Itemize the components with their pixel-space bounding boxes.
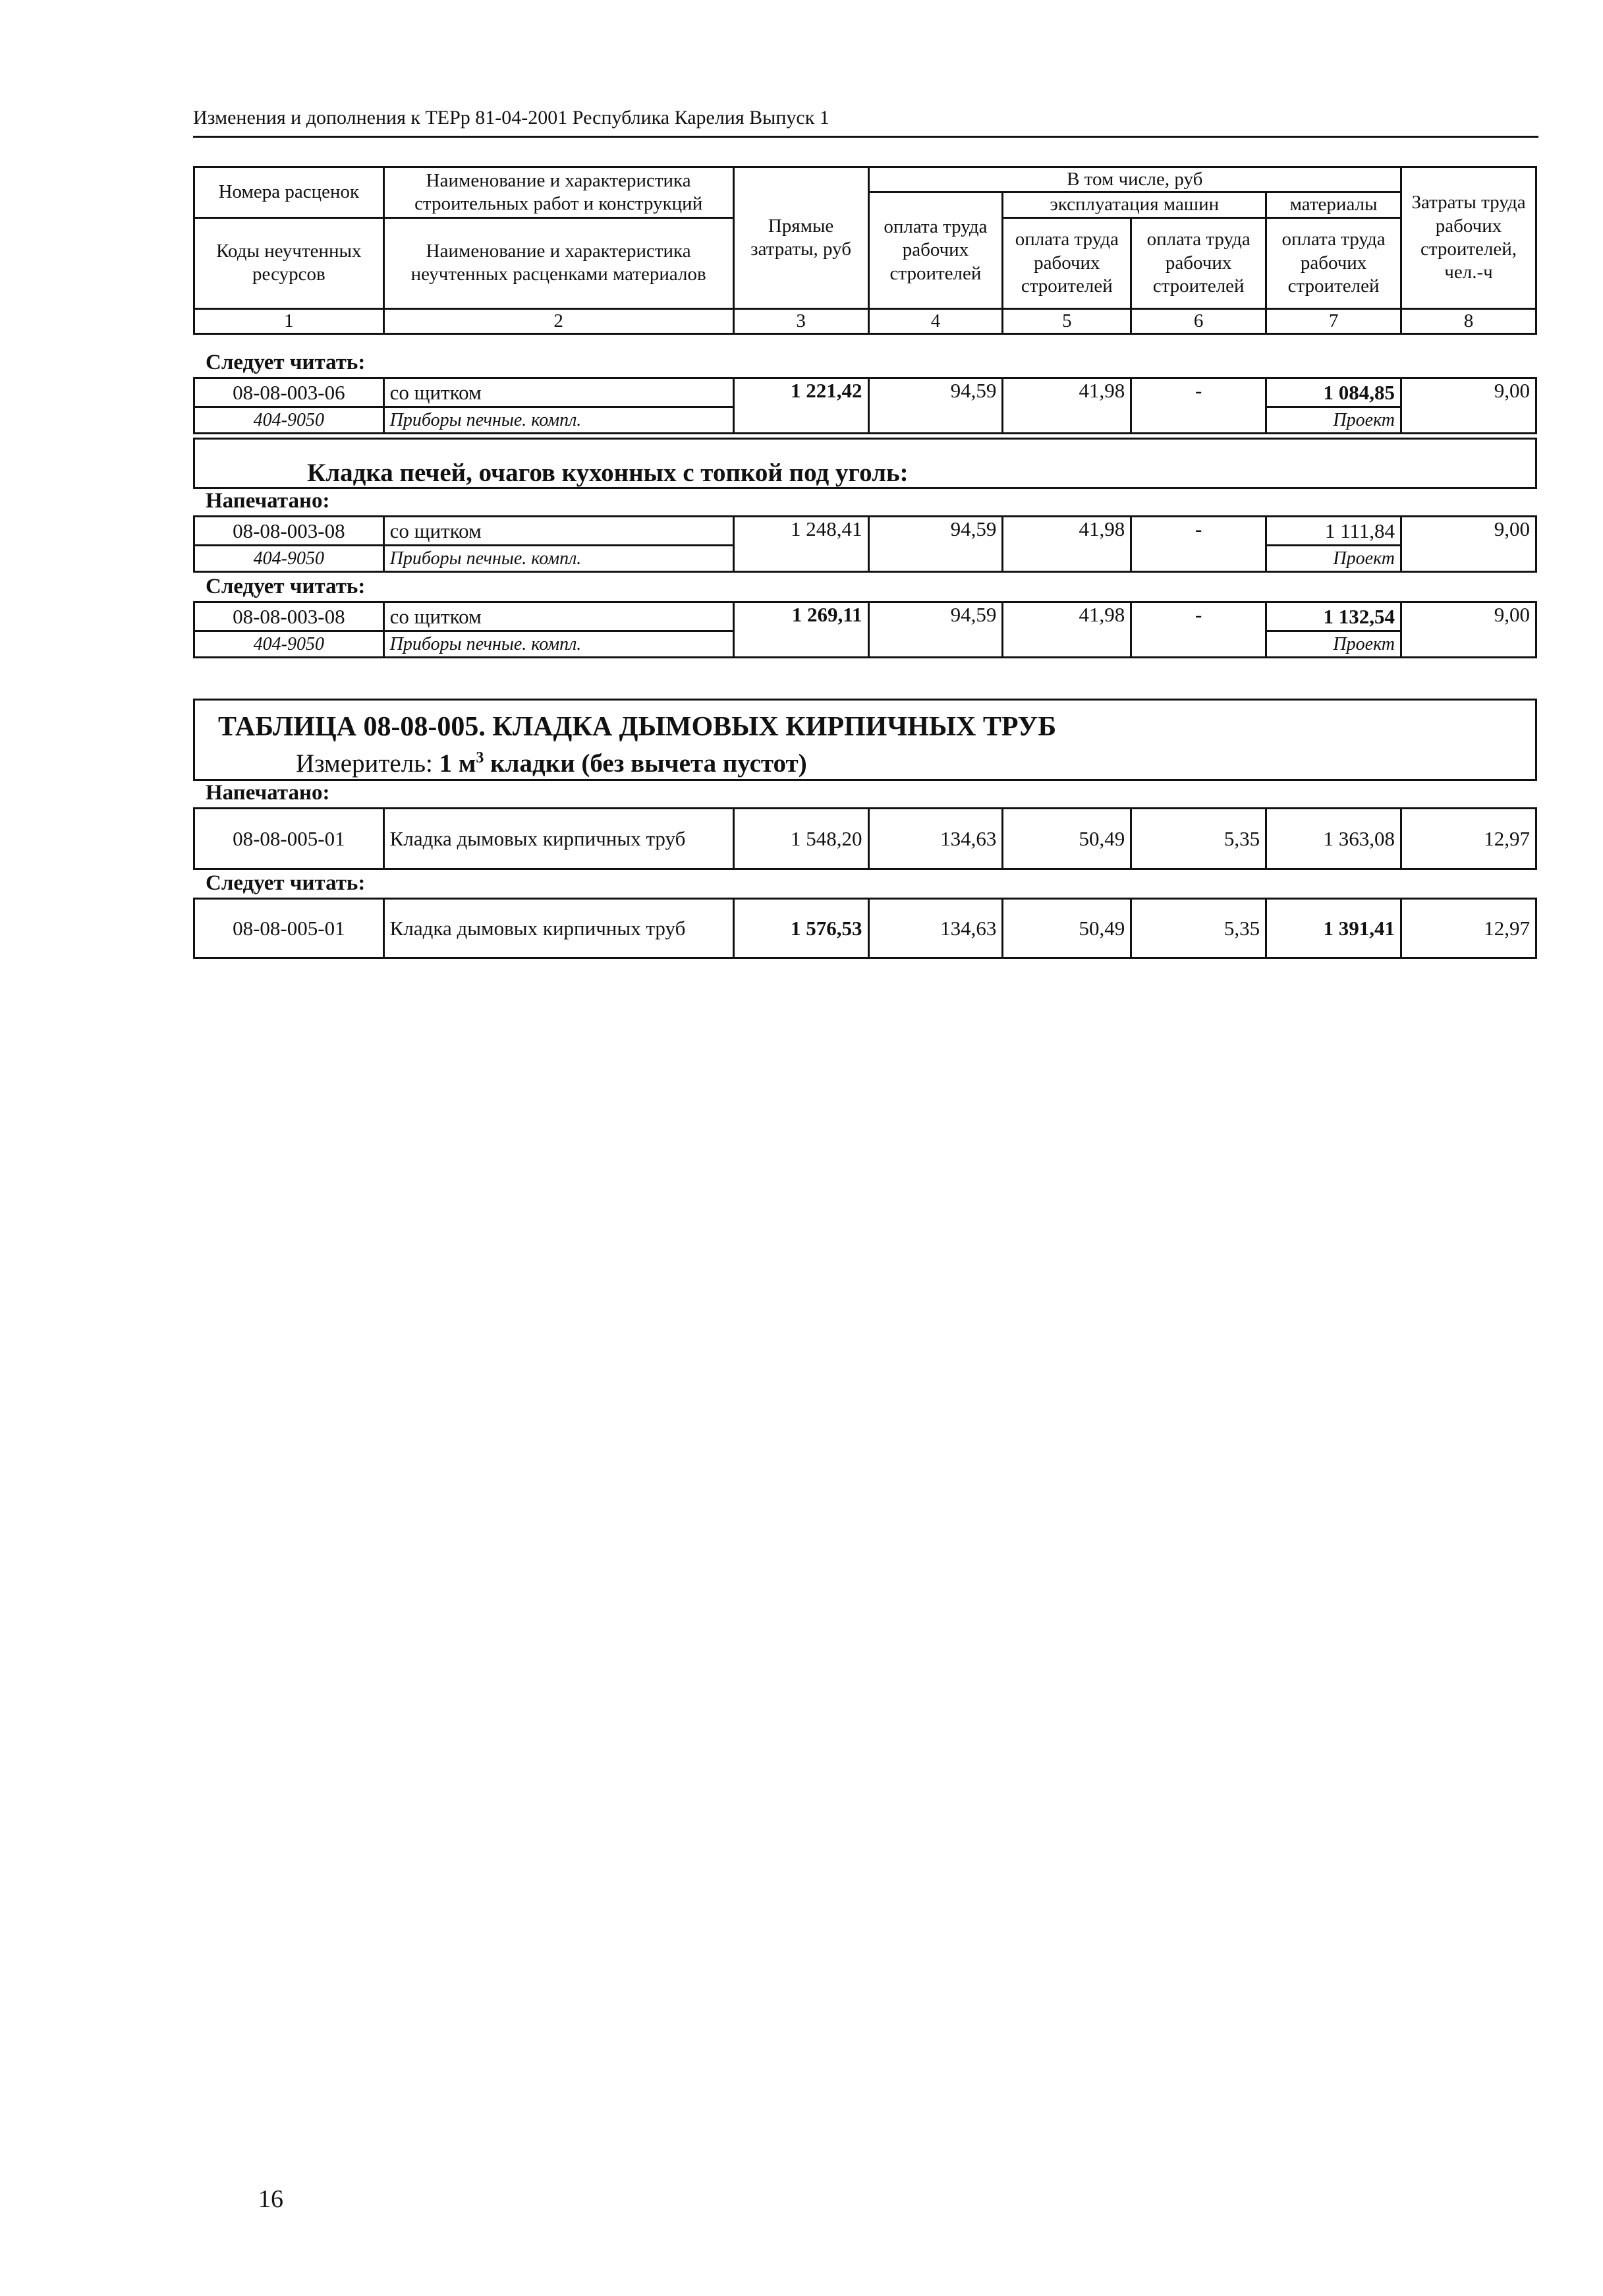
work-name: со щитком xyxy=(383,602,733,631)
running-header: Изменения и дополнения к ТЕРр 81-04-2001 Республика Карелия Выпуск 1 xyxy=(193,107,830,129)
read-as-label: Следует читать: xyxy=(206,871,366,895)
meter-rest: кладки (без вычета пустот) xyxy=(490,749,807,778)
table2-banner xyxy=(193,699,1537,781)
machine-cost: 50,49 xyxy=(1003,899,1131,958)
materials-cost: 1 084,85 xyxy=(1266,378,1401,407)
machine-cost: 41,98 xyxy=(1003,378,1131,434)
work-name: со щитком xyxy=(383,378,733,407)
section-title: Кладка печей, очагов кухонных с топкой под уголь: xyxy=(307,459,909,487)
resource-code: 404-9050 xyxy=(194,407,384,434)
labor-cost: 94,59 xyxy=(868,517,1003,572)
col-number-5: 5 xyxy=(1003,308,1131,333)
resource-note: Проект xyxy=(1266,407,1401,434)
meter-unit: 1 м xyxy=(439,749,476,778)
machine-labor-cost: - xyxy=(1131,517,1266,572)
read-as-label: Следует читать: xyxy=(206,351,366,374)
table-row xyxy=(193,377,1537,434)
work-name: Кладка дымовых кирпичных труб xyxy=(383,809,733,869)
direct-cost: 1 269,11 xyxy=(733,602,868,658)
col1-header-top: Номера расценок xyxy=(194,167,384,218)
col3-header: Прямые затраты, руб xyxy=(733,167,868,309)
machine-labor-cost: - xyxy=(1131,602,1266,658)
labor-hours: 9,00 xyxy=(1401,517,1536,572)
materials-cost: 1 132,54 xyxy=(1266,602,1401,631)
work-name: со щитком xyxy=(383,517,733,546)
table-row xyxy=(193,898,1537,959)
col-number-4: 4 xyxy=(868,308,1003,333)
resource-code: 404-9050 xyxy=(194,631,384,658)
machines-header: эксплуатация машин xyxy=(1003,192,1266,217)
col1-header-bottom: Коды неучтенных ресурсов xyxy=(194,217,384,308)
machine-labor-cost: - xyxy=(1131,378,1266,434)
col5-header: оплата труда рабочих строителей xyxy=(1003,217,1131,308)
direct-cost: 1 576,53 xyxy=(733,899,868,958)
rate-code: 08-08-005-01 xyxy=(194,809,384,869)
machine-cost: 41,98 xyxy=(1003,517,1131,572)
col8-header: Затраты труда рабочих строителей, чел.-ч xyxy=(1401,167,1536,309)
col2-header-top: Наименование и характеристика строительных работ и конструкций xyxy=(383,167,733,218)
labor-hours: 9,00 xyxy=(1401,378,1536,434)
machine-labor-cost: 5,35 xyxy=(1131,899,1266,958)
rate-code: 08-08-005-01 xyxy=(194,899,384,958)
col2-header-bottom: Наименование и характеристика неучтенных расценками материалов xyxy=(383,217,733,308)
machine-labor-cost: 5,35 xyxy=(1131,809,1266,869)
direct-cost: 1 221,42 xyxy=(733,378,868,434)
machine-cost: 50,49 xyxy=(1003,809,1131,869)
labor-hours: 12,97 xyxy=(1401,809,1536,869)
table-row xyxy=(193,601,1537,658)
rate-code: 08-08-003-06 xyxy=(194,378,384,407)
meter-unit-exponent: 3 xyxy=(476,749,484,766)
labor-hours: 9,00 xyxy=(1401,602,1536,658)
col7-header: оплата труда рабочих строителей xyxy=(1266,217,1401,308)
materials-cost: 1 391,41 xyxy=(1266,899,1401,958)
table-row xyxy=(193,807,1537,870)
col-number-1: 1 xyxy=(194,308,384,333)
labor-cost: 134,63 xyxy=(868,809,1003,869)
direct-cost: 1 548,20 xyxy=(733,809,868,869)
page-number: 16 xyxy=(258,2185,283,2213)
materials-header: материалы xyxy=(1266,192,1401,217)
section-banner xyxy=(193,438,1537,489)
materials-cost: 1 363,08 xyxy=(1266,809,1401,869)
work-name: Кладка дымовых кирпичных труб xyxy=(383,899,733,958)
labor-hours: 12,97 xyxy=(1401,899,1536,958)
printed-label: Напечатано: xyxy=(206,489,330,513)
col6-header: оплата труда рабочих строителей xyxy=(1131,217,1266,308)
table2-meter xyxy=(296,749,807,778)
labor-cost: 134,63 xyxy=(868,899,1003,958)
direct-cost: 1 248,41 xyxy=(733,517,868,572)
col-number-8: 8 xyxy=(1401,308,1536,333)
resource-note: Проект xyxy=(1266,546,1401,572)
col-number-3: 3 xyxy=(733,308,868,333)
header-rule xyxy=(193,136,1538,138)
col-number-6: 6 xyxy=(1131,308,1266,333)
labor-cost: 94,59 xyxy=(868,378,1003,434)
resource-note: Проект xyxy=(1266,631,1401,658)
rate-code: 08-08-003-08 xyxy=(194,517,384,546)
col4-header: оплата труда рабочих строителей xyxy=(868,192,1003,308)
group-header: В том числе, руб xyxy=(868,167,1401,192)
table2-title: ТАБЛИЦА 08-08-005. КЛАДКА ДЫМОВЫХ КИРПИЧНЫХ ТРУБ xyxy=(218,712,1057,742)
col-number-2: 2 xyxy=(383,308,733,333)
labor-cost: 94,59 xyxy=(868,602,1003,658)
table-row xyxy=(193,515,1537,573)
materials-cost: 1 111,84 xyxy=(1266,517,1401,546)
col-number-7: 7 xyxy=(1266,308,1401,333)
rate-code: 08-08-003-08 xyxy=(194,602,384,631)
machine-cost: 41,98 xyxy=(1003,602,1131,658)
table-header xyxy=(193,166,1537,335)
resource-name: Приборы печные. компл. xyxy=(383,546,733,572)
read-as-label: Следует читать: xyxy=(206,575,366,598)
resource-code: 404-9050 xyxy=(194,546,384,572)
resource-name: Приборы печные. компл. xyxy=(383,407,733,434)
resource-name: Приборы печные. компл. xyxy=(383,631,733,658)
printed-label: Напечатано: xyxy=(206,781,330,805)
meter-label: Измеритель: xyxy=(296,749,433,778)
